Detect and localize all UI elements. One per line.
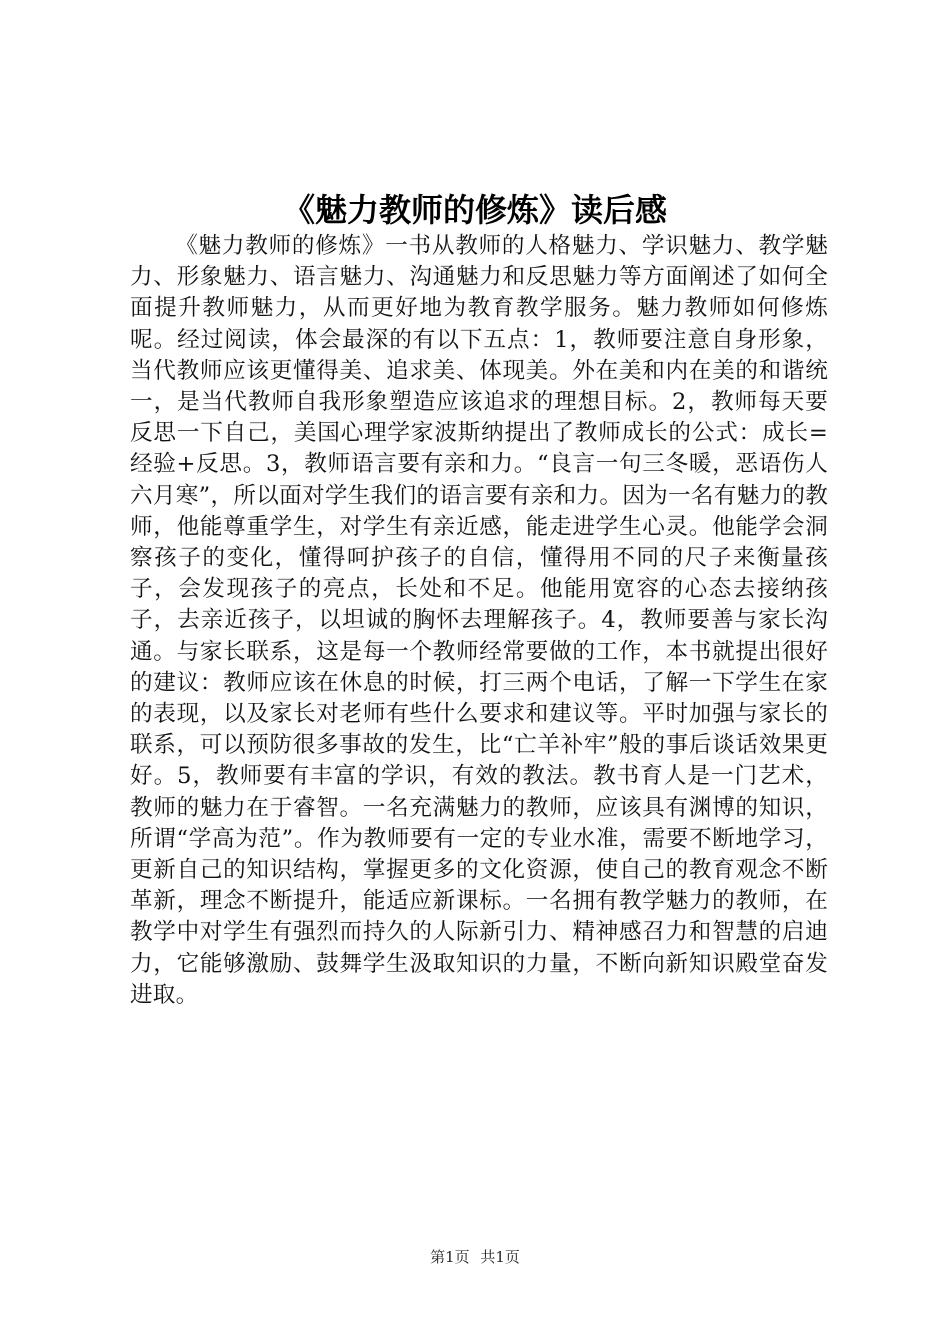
page-total: 共1页 xyxy=(480,1248,520,1266)
page-number: 第1页 xyxy=(430,1248,470,1266)
document-title: 《魅力教师的修炼》读后感 xyxy=(282,191,667,229)
page-footer xyxy=(0,1247,950,1267)
document-body-paragraph: 《魅力教师的修炼》一书从教师的人格魅力、学识魅力、教学魅力、形象魅力、语言魅力、沟通魅力和反思魅力等方面阐述了如何全面提升教师魅力，从而更好地为教育教学服务。魅力教师如何修炼呢。经过阅读，体会最深的有以下五点：1，教师要注意自身形象，当代教师应该更懂得美、追求美、体现美。外在美和内在美的和谐统一，是当代教师自我形象塑造应该追求的理想目标。2，教师每天要反思一下自己，美国心理学家波斯纳提出了教师成长的公式：成长=经验+反思。3，教师语言要有亲和力。“良言一句三冬暖，恶语伤人六月寒”，所以面对学生我们的语言要有亲和力。因为一名有魅力的教师，他能尊重学生，对学生有亲近感，能走进学生心灵。他能学会洞察孩子的变化，懂得呵护孩子的自信，懂得用不同的尺子来衡量孩子，会发现孩子的亮点，长处和不足。他能用宽容的心态去接纳孩子，去亲近孩子，以坦诚的胸怀去理解孩子。4，教师要善与家长沟通。与家长联系，这是每一个教师经常要做的工作，本书就提出很好的建议：教师应该在休息的时候，打三两个电话，了解一下学生在家的表现，以及家长对老师有些什么要求和建议等。平时加强与家长的联系，可以预防很多事故的发生，比“亡羊补牢”般的事后谈话效果更好。5，教师要有丰富的学识，有效的教法。教书育人是一门艺术，教师的魅力在于睿智。一名充满魅力的教师，应该具有渊博的知识，所谓“学高为范”。作为教师要有一定的专业水准，需要不断地学习，更新自己的知识结构，掌握更多的文化资源，使自己的教育观念不断革新，理念不断提升，能适应新课标。一名拥有教学魅力的教师，在教学中对学生有强烈而持久的人际新引力、精神感召力和智慧的启迪力，它能够激励、鼓舞学生汲取知识的力量，不断向新知识殿堂奋发进取。 xyxy=(130,233,828,1008)
